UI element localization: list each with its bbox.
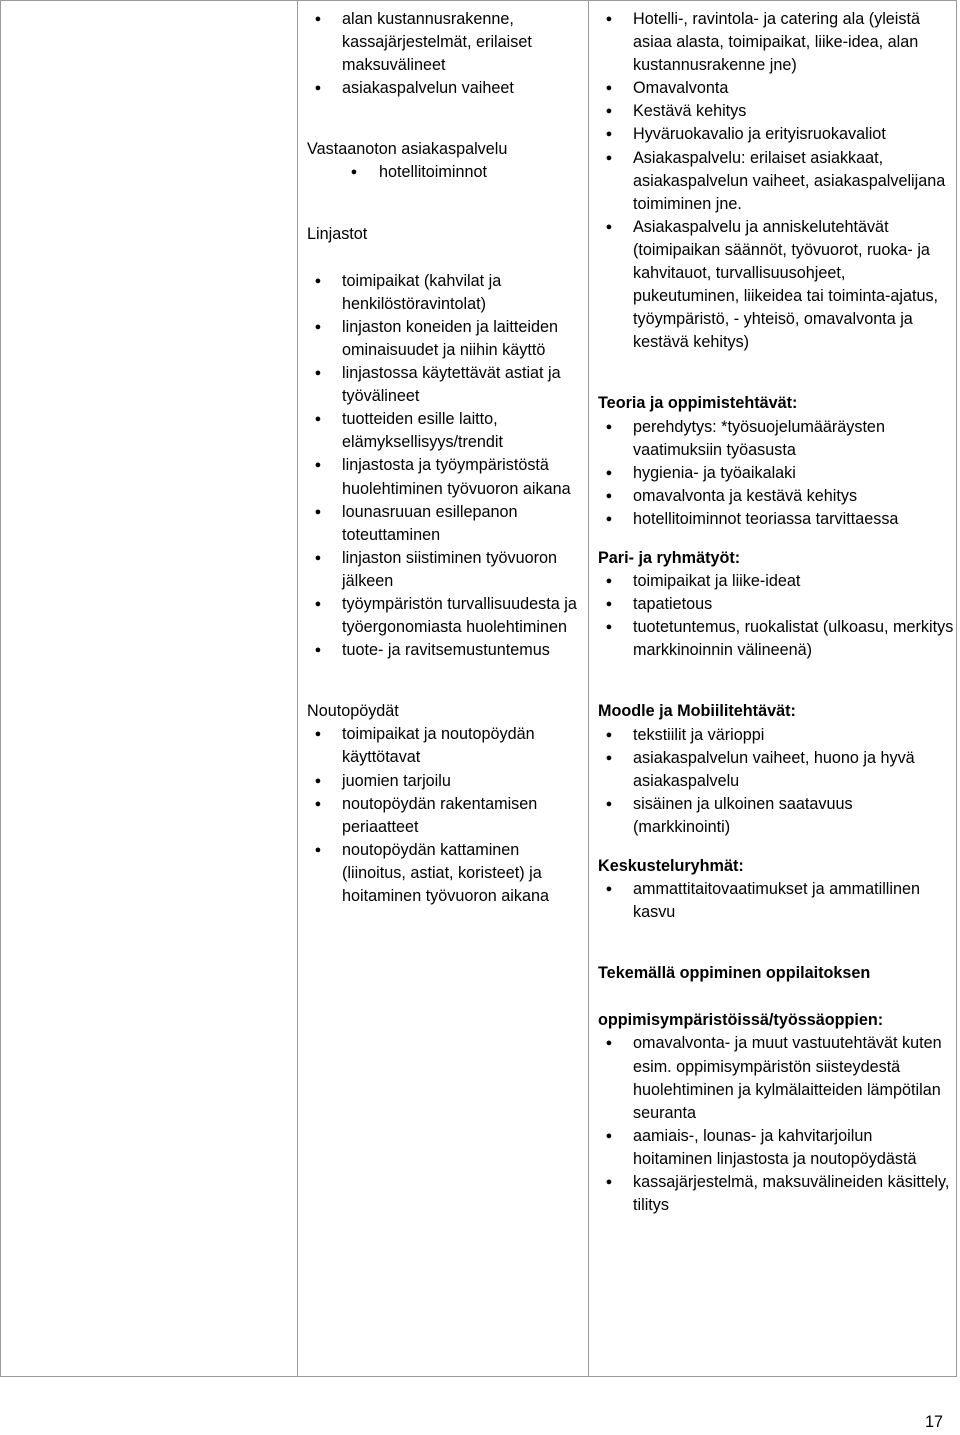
list-item (598, 570, 954, 593)
list-item (307, 408, 579, 454)
bullet-icon: ● (314, 320, 322, 333)
list-item-text: hotellitoiminnot (379, 163, 487, 182)
list-item (598, 616, 954, 662)
bullet-icon: ● (605, 728, 613, 741)
moodle-list (598, 724, 954, 839)
list-item-text: ammattitaitovaatimukset ja ammatillinen kasvu (633, 880, 920, 922)
bullet-icon: ● (314, 367, 322, 380)
right-column (598, 8, 954, 1217)
list-item (598, 793, 954, 839)
list-item-text: tuotetuntemus, ruokalistat (ulkoasu, merkitys markkinoinnin välineenä) (633, 618, 954, 660)
bullet-icon: ● (605, 575, 613, 588)
bullet-icon: ● (605, 512, 613, 525)
list-item-text: työympäristön turvallisuudesta ja työergonomiasta huolehtiminen (342, 594, 577, 637)
list-item (307, 501, 579, 547)
list-item-text: linjastosta ja työympäristöstä huolehtiminen työvuoron aikana (342, 456, 571, 498)
moodle-heading: Moodle ja Mobiilitehtävät: (598, 702, 796, 721)
list-item (598, 485, 954, 508)
tekemalla-heading: Tekemällä oppiminen oppilaitoksen (598, 964, 871, 983)
list-item-text: perehdytys: *työsuojelumääräysten vaatimuksiin työasusta (633, 417, 885, 459)
list-item-text: Omavalvonta (633, 79, 729, 98)
right-intro-list (598, 8, 954, 354)
list-item (307, 161, 579, 184)
list-item (598, 1171, 954, 1217)
bullet-icon: ● (314, 728, 322, 741)
bullet-icon: ● (314, 82, 322, 95)
bullet-icon: ● (605, 13, 613, 25)
keskustelu-list (598, 878, 954, 924)
pari-list (598, 570, 954, 662)
bullet-icon: ● (314, 843, 322, 856)
list-item (598, 1125, 954, 1171)
list-item-text: toimipaikat ja noutopöydän käyttötavat (342, 725, 535, 767)
list-item-text: Asiakaspalvelu ja anniskelutehtävät (toimipaikan säännöt, työvuorot, ruoka- ja kahvitauot, turvallisuusohjeet, pukeutuminen, liikeidea tai toiminta-ajatus, työympäristö, - yhteisö, omavalvonta ja kestävä kehitys) (633, 217, 939, 352)
middle-column (307, 8, 579, 908)
bullet-icon: ● (605, 751, 613, 764)
bullet-icon: ● (314, 597, 322, 610)
list-item-text: linjastossa käytettävät astiat ja työvälineet (342, 364, 561, 406)
list-item (307, 8, 579, 77)
bullet-icon: ● (605, 1176, 613, 1189)
list-item (307, 770, 579, 793)
list-item (598, 724, 954, 747)
pari-heading: Pari- ja ryhmätyöt: (598, 548, 741, 567)
list-item-text: aamiais-, lounas- ja kahvitarjoilun hoitaminen linjastosta ja noutopöydästä (633, 1126, 917, 1168)
noutopoydat-heading: Noutopöydät (307, 702, 399, 721)
bullet-icon: ● (605, 420, 613, 433)
list-item (307, 454, 579, 500)
middle-intro-list (307, 8, 579, 100)
list-item (307, 270, 579, 316)
list-item (598, 878, 954, 924)
list-item-text: noutopöydän kattaminen (liinoitus, astiat, koristeet) ja hoitaminen työvuoron aikana (342, 840, 549, 905)
list-item-text: kassajärjestelmä, maksuvälineiden käsittely, tilitys (633, 1173, 950, 1215)
list-item (598, 100, 954, 123)
list-item-text: hygienia- ja työaikalaki (633, 463, 796, 482)
bullet-icon: ● (605, 797, 613, 810)
list-item-text: toimipaikat ja liike-ideat (633, 572, 801, 591)
list-item (598, 123, 954, 146)
bullet-icon: ● (605, 1129, 613, 1142)
list-item (307, 793, 579, 839)
bullet-icon: ● (605, 151, 613, 164)
list-item-text: linjaston siistiminen työvuoron jälkeen (342, 548, 558, 590)
bullet-icon: ● (314, 274, 322, 287)
bullet-icon: ● (605, 128, 613, 141)
list-item (307, 723, 579, 769)
bullet-icon: ● (605, 883, 613, 896)
list-item (598, 747, 954, 793)
bullet-icon: ● (605, 82, 613, 95)
list-item-text: omavalvonta ja kestävä kehitys (633, 486, 858, 505)
list-item-text: Asiakaspalvelu: erilaiset asiakkaat, asiakaspalvelun vaiheet, asiakaspalvelijana toimiminen jne. (633, 148, 946, 213)
list-item-text: linjaston koneiden ja laitteiden ominaisuudet ja niihin käyttö (342, 317, 558, 359)
list-item-text: tapatietous (633, 595, 713, 614)
list-item-text: asiakaspalvelun vaiheet, huono ja hyvä asiakaspalvelu (633, 748, 915, 790)
linjastot-list (307, 270, 579, 663)
list-item-text: Hotelli-, ravintola- ja catering ala (yleistä asiaa alasta, toimipaikat, liike-idea, alan kustannusrakenne jne) (633, 10, 920, 75)
keskustelu-heading: Keskusteluryhmät: (598, 857, 744, 875)
list-item (598, 8, 954, 77)
list-item-text: lounasruuan esillepanon toteuttaminen (342, 502, 518, 544)
bullet-icon: ● (314, 774, 322, 787)
list-item (307, 316, 579, 362)
list-item-text: sisäinen ja ulkoinen saatavuus (markkinointi) (633, 794, 853, 836)
list-item-text: alan kustannusrakenne, kassajärjestelmät, erilaiset maksuvälineet (342, 10, 532, 75)
column-divider-right (588, 1, 589, 1376)
bullet-icon: ● (605, 621, 613, 634)
list-item-text: noutopöydän rakentamisen periaatteet (342, 794, 538, 836)
list-item-text: Hyväruokavalio ja erityisruokavaliot (633, 125, 886, 144)
bullet-icon: ● (314, 13, 322, 25)
list-item-text: tuotteiden esille laitto, elämyksellisyys/trendit (342, 410, 504, 452)
list-item-text: hotellitoiminnot teoriassa tarvittaessa (633, 509, 899, 528)
bullet-icon: ● (605, 105, 613, 118)
list-item (598, 1032, 954, 1124)
bullet-icon: ● (605, 489, 613, 502)
bullet-icon: ● (314, 505, 322, 518)
bullet-icon: ● (605, 598, 613, 611)
list-item-text: asiakaspalvelun vaiheet (342, 79, 514, 98)
teoria-list (598, 416, 954, 531)
linjastot-heading: Linjastot (307, 224, 368, 243)
list-item (598, 216, 954, 355)
bullet-icon: ● (605, 1037, 613, 1050)
list-item (307, 639, 579, 662)
list-item (598, 462, 954, 485)
list-item-text: Kestävä kehitys (633, 102, 747, 121)
list-item (598, 593, 954, 616)
list-item-text: omavalvonta- ja muut vastuutehtävät kuten esim. oppimisympäristön siisteydestä huolehtiminen ja kylmälaitteiden lämpötilan seuranta (633, 1034, 942, 1122)
list-item (307, 77, 579, 100)
list-item-text: tuote- ja ravitsemustuntemus (342, 641, 550, 660)
list-item (598, 77, 954, 100)
list-item (307, 547, 579, 593)
page-number: 17 (925, 1413, 944, 1431)
bullet-icon: ● (605, 220, 613, 233)
bullet-icon: ● (350, 166, 358, 179)
column-divider-left (297, 1, 298, 1376)
vastaanotto-list (307, 161, 579, 184)
bullet-icon: ● (314, 797, 322, 810)
bullet-icon: ● (314, 459, 322, 472)
list-item-text: tekstiilit ja värioppi (633, 725, 765, 744)
bullet-icon: ● (314, 413, 322, 426)
list-item (307, 839, 579, 908)
list-item (598, 416, 954, 462)
bullet-icon: ● (314, 551, 322, 564)
teoria-heading: Teoria ja oppimistehtävät: (598, 394, 798, 413)
oppimis-heading: oppimisympäristöissä/työssäoppien: (598, 1011, 884, 1030)
oppimis-list (598, 1032, 954, 1217)
list-item-text: toimipaikat (kahvilat ja henkilöstöravintolat) (342, 271, 502, 313)
list-item-text: juomien tarjoilu (342, 771, 451, 790)
list-item (598, 508, 954, 531)
list-item (598, 147, 954, 216)
list-item (307, 593, 579, 639)
bullet-icon: ● (314, 644, 322, 657)
vastaanotto-heading: Vastaanoton asiakaspalvelu (307, 140, 508, 159)
list-item (307, 362, 579, 408)
noutopoydat-list (307, 723, 579, 908)
bullet-icon: ● (605, 466, 613, 479)
